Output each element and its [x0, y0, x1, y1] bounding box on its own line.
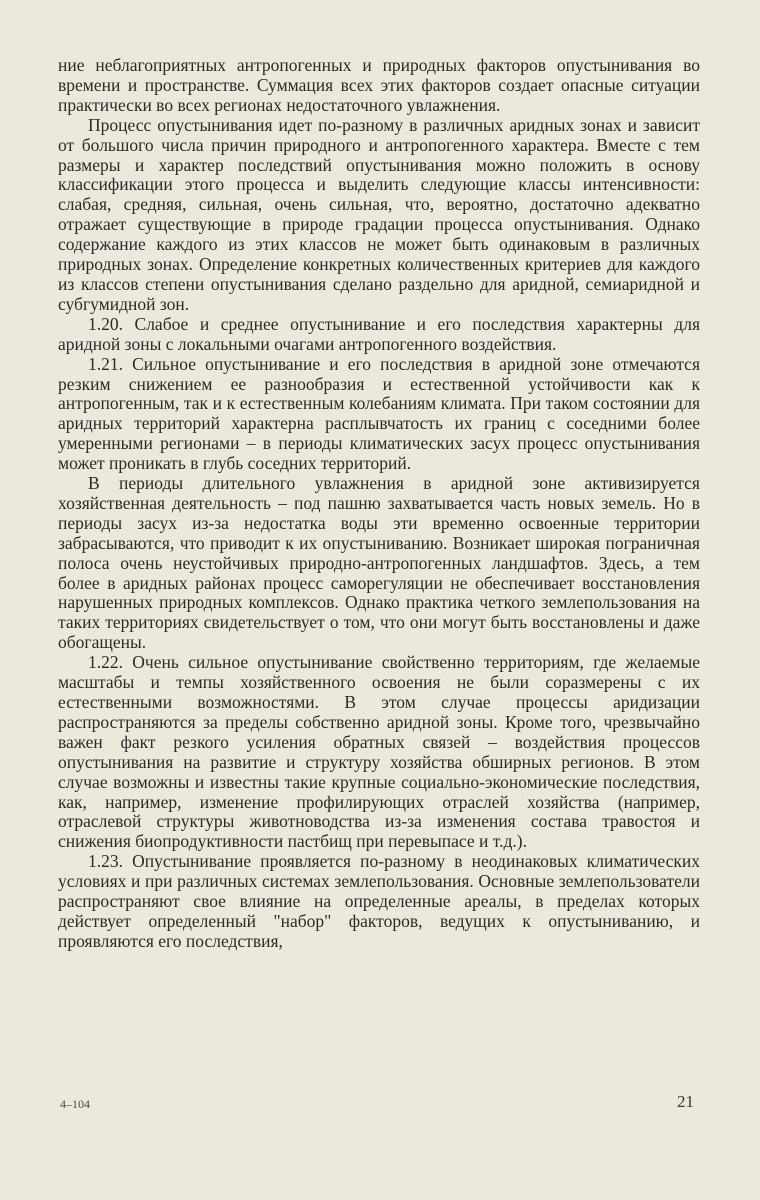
- paragraph-continuation: ние неблагоприятных антропогенных и природных факторов опустынивания во времени и пространстве. Суммация всех этих факторов создает опасные ситуации практически во всех регионах недостаточного увлажнения.: [58, 55, 700, 115]
- paragraph-1-20: 1.20. Слабое и среднее опустынивание и его последствия характерны для аридной зоны с локальными очагами антропогенного воздействия.: [58, 313, 700, 354]
- body-text: [58, 56, 700, 952]
- paragraph: Процесс опустынивания идет по-разному в различных аридных зонах и зависит от большого числа причин природного и антропогенного характера. Вместе с тем размеры и характер последствий опустынивания можно положить в основу классификации этого процесса и выделить следующие классы интенсивности: слабая, средняя, сильная, очень сильная, что, вероятно, достаточно адекватно отражает существующие в природе градации процесса опустынивания. Однако содержание каждого из этих классов не может быть одинаковым в различных природных зонах. Определение конкретных количественных критериев для каждого из классов степени опустынивания сделано раздельно для аридной, семиаридной и субгумидной зон.: [58, 114, 700, 314]
- signature-mark: 4–104: [60, 1097, 90, 1111]
- paragraph-1-22: 1.22. Очень сильное опустынивание свойственно территориям, где желаемые масштабы и темпы хозяйственного освоения не были соразмерены с их естественными возможностями. В этом случае процессы аридизации распространяются за пределы собственно аридной зоны. Кроме того, чрезвычайно важен факт резкого усиления обратных связей – воздействия процессов опустынивания на развитие и структуру хозяйства обширных регионов. В этом случае возможны и известны такие крупные социально-экономические последствия, как, например, изменение профилирующих отраслей хозяйства (например, отраслевой структуры животноводства из-за изменения состава травостоя и снижения биопродуктивности пастбищ при перевыпасе и т.д.).: [58, 652, 700, 852]
- paragraph-1-21: 1.21. Сильное опустынивание и его последствия в аридной зоне отмечаются резким снижением ее разнообразия и естественной устойчивости как к антропогенным, так и к естественным колебаниям климата. При таком состоянии для аридных территорий характерна расплывчатость их границ с соседними более умеренными регионами – в периоды климатических засух процесс опустынивания может проникать в глубь соседних территорий.: [58, 353, 700, 474]
- paragraph: В периоды длительного увлажнения в аридной зоне активизируется хозяйственная деятельность – под пашню захватывается часть новых земель. Но в периоды засух из-за недостатка воды эти временно освоенные территории забрасываются, что приводит к их опустыниванию. Возникает широкая пограничная полоса очень неустойчивых природно-антропогенных ландшафтов. Здесь, а тем более в аридных районах процесс саморегуляции не обеспечивает восстановления нарушенных природных комплексов. Однако практика четкого землепользования на таких территориях свидетельствует о том, что они могут быть восстановлены и даже обогащены.: [58, 473, 700, 653]
- paragraph-1-23: 1.23. Опустынивание проявляется по-разному в неодинаковых климатических условиях и при различных системах землепользования. Основные землепользователи распространяют свое влияние на определенные ареалы, в пределах которых действует определенный "набор" факторов, ведущих к опустыниванию, и проявляются его последствия,: [58, 851, 700, 951]
- page-number: 21: [677, 1092, 694, 1111]
